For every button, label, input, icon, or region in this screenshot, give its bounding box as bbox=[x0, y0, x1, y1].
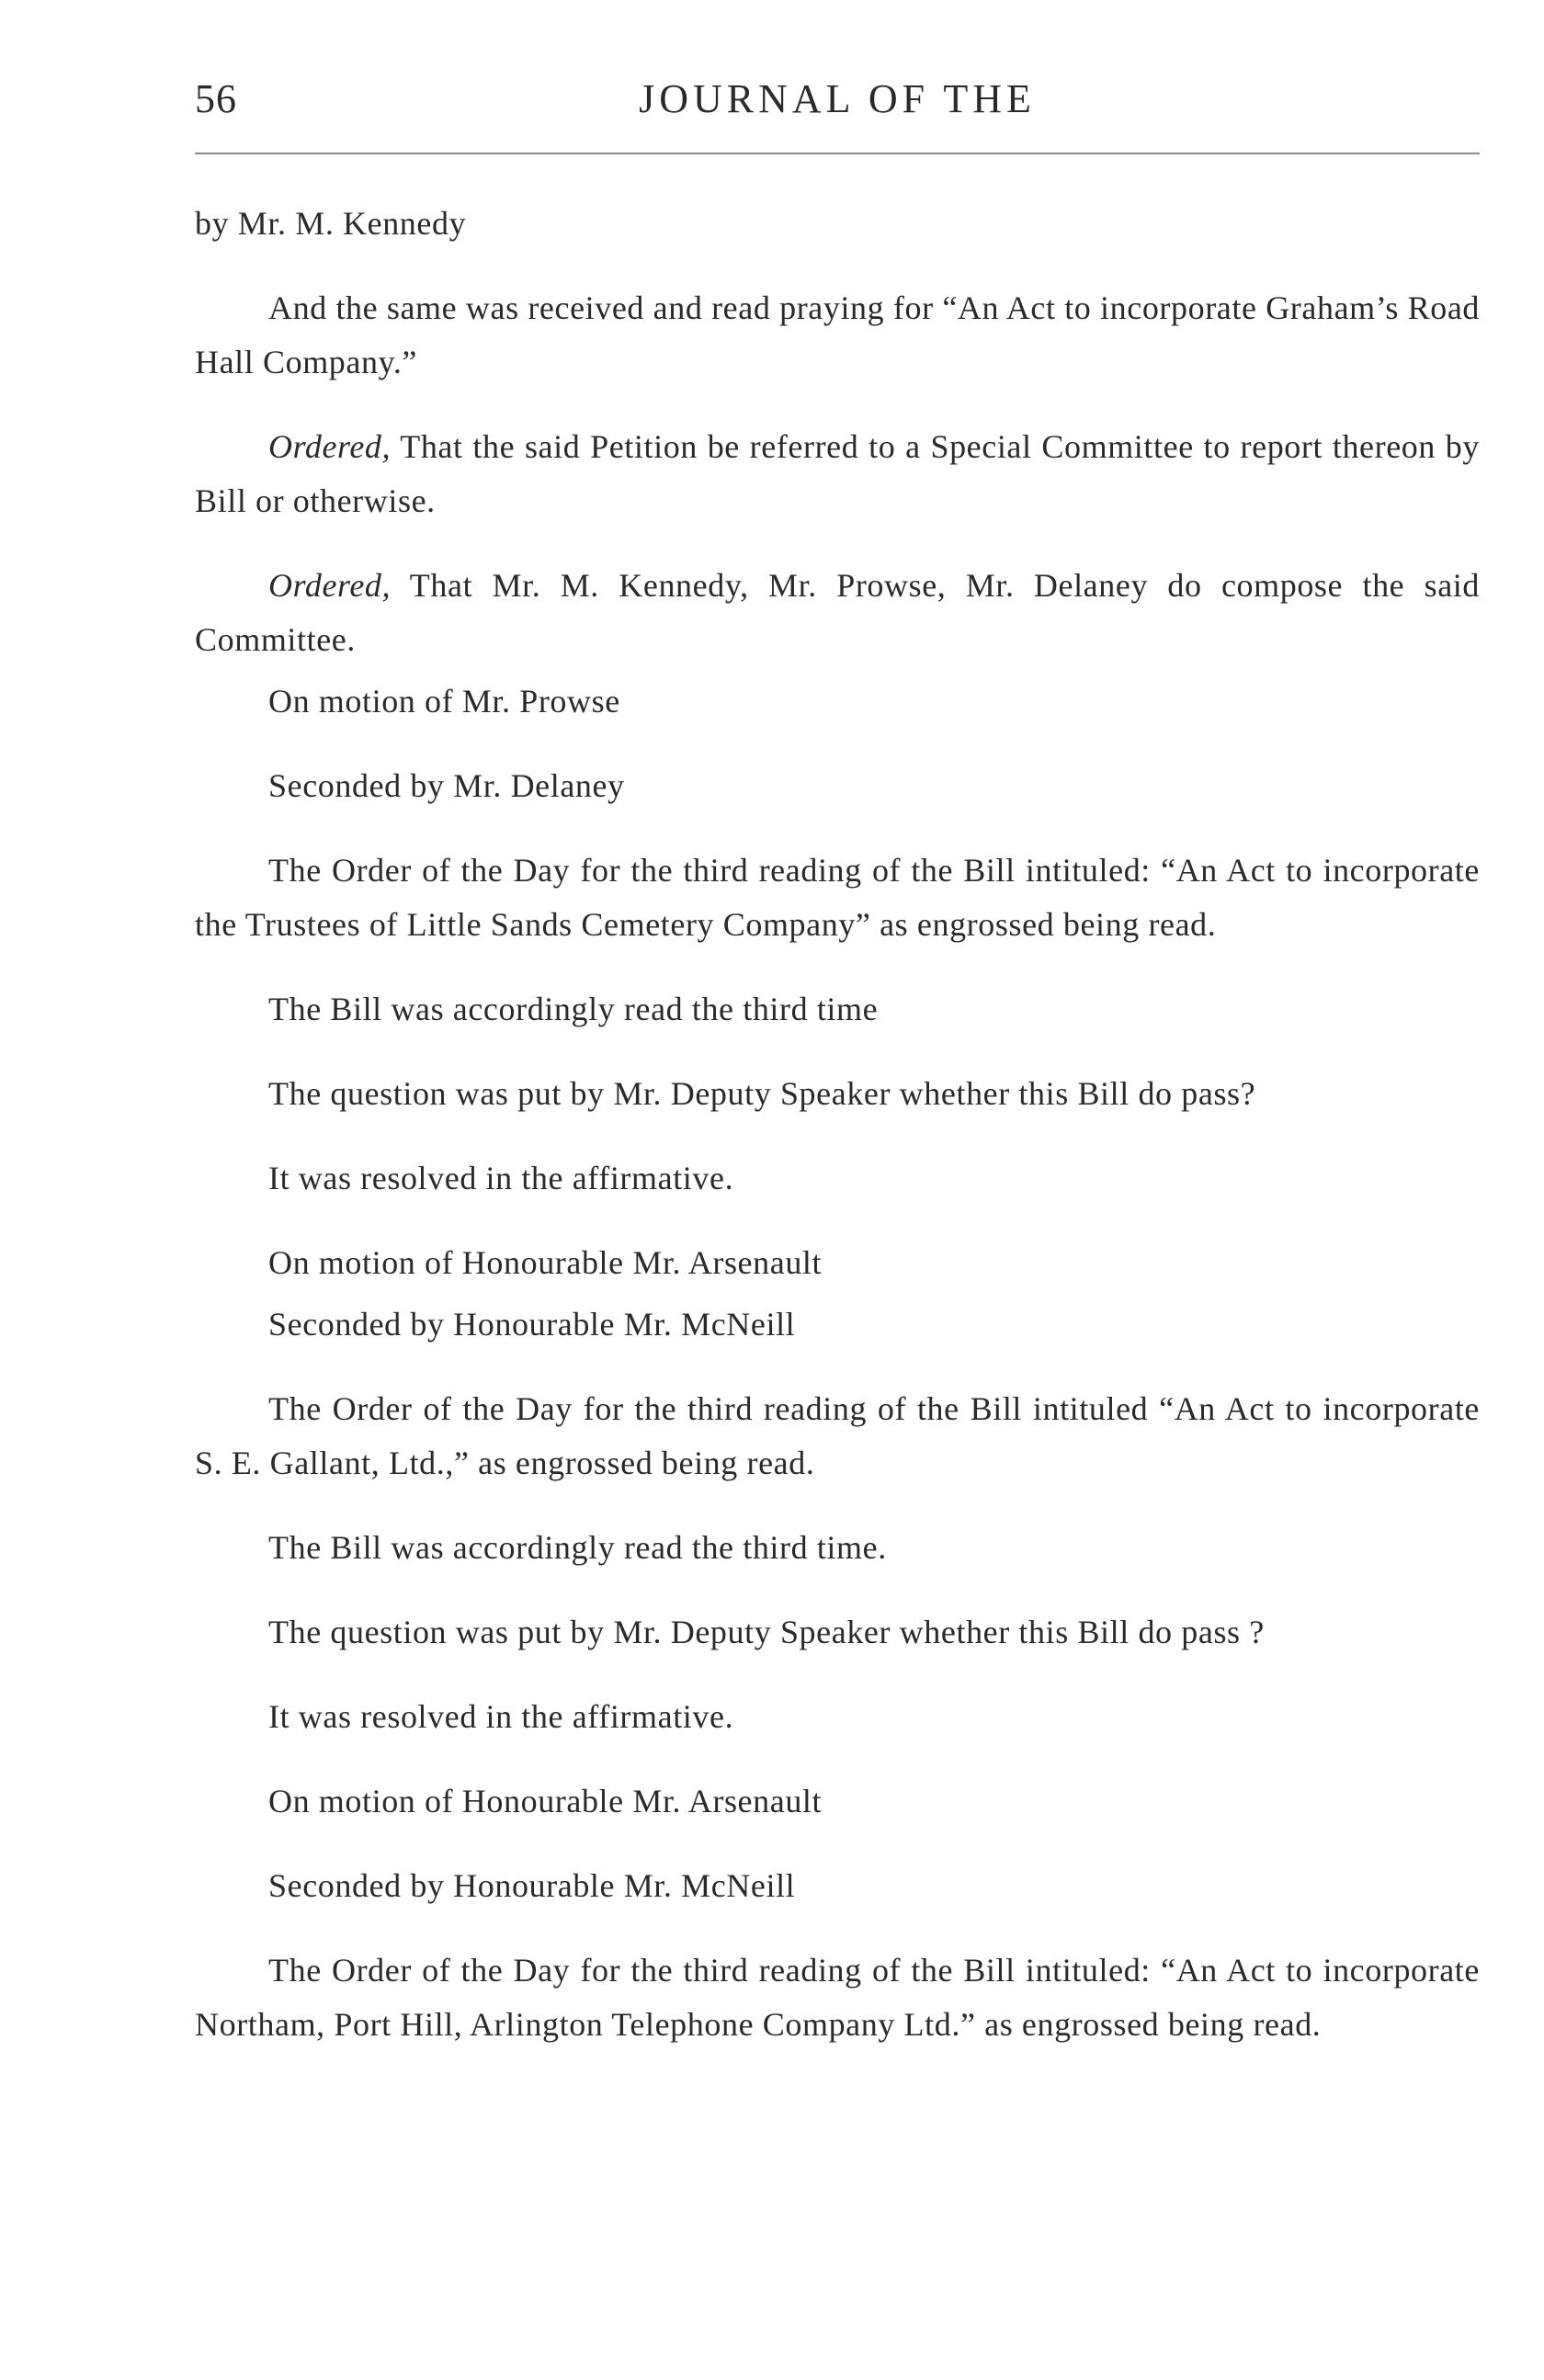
header-rule bbox=[195, 153, 1480, 154]
resolution-line: It was resolved in the affirmative. bbox=[268, 1698, 734, 1735]
motion-line: On motion of Honourable Mr. Arsenault bbox=[268, 1244, 823, 1281]
order-of-day-paragraph: The Order of the Day for the third reading of the Bill intituled: “An Act to incorporate Northam, Port Hill, Arlington Telephone Company Ltd.” as engrossed being read. bbox=[195, 1952, 1480, 2043]
ordered-lead: Ordered, bbox=[268, 567, 392, 604]
motion-line: On motion of Mr. Prowse bbox=[268, 683, 620, 720]
seconded-line: Seconded by Honourable Mr. McNeill bbox=[268, 1306, 796, 1343]
question-line: The question was put by Mr. Deputy Speaker whether this Bill do pass ? bbox=[268, 1614, 1265, 1650]
paragraph: And the same was received and read praying for “An Act to incorporate Graham’s Road Hall Company.” bbox=[195, 289, 1480, 380]
resolution-line: It was resolved in the affirmative. bbox=[268, 1160, 734, 1196]
motion-line: On motion of Honourable Mr. Arsenault bbox=[268, 1783, 823, 1819]
order-of-day-paragraph: The Order of the Day for the third reading of the Bill intituled: “An Act to incorporate the Trustees of Little Sands Cemetery Company” as engrossed being read. bbox=[195, 852, 1480, 943]
order-of-day-paragraph: The Order of the Day for the third reading of the Bill intituled “An Act to incorporate S. E. Gallant, Ltd.,” as engrossed being read. bbox=[195, 1390, 1480, 1481]
ordered-lead: Ordered, bbox=[268, 428, 392, 465]
seconded-line: Seconded by Mr. Delaney bbox=[268, 767, 625, 804]
question-line: The question was put by Mr. Deputy Speaker whether this Bill do pass? bbox=[268, 1075, 1256, 1112]
page-header bbox=[195, 75, 1480, 140]
paragraph: by Mr. M. Kennedy bbox=[195, 205, 467, 242]
paragraph: The Bill was accordingly read the third time. bbox=[268, 1529, 887, 1566]
running-head: JOURNAL OF THE bbox=[639, 76, 1036, 121]
paragraph: The Bill was accordingly read the third time bbox=[268, 991, 879, 1027]
journal-body bbox=[195, 197, 1480, 2052]
page-number: 56 bbox=[195, 76, 237, 121]
seconded-line: Seconded by Honourable Mr. McNeill bbox=[268, 1867, 796, 1904]
order-paragraph: Ordered, That Mr. M. Kennedy, Mr. Prowse, Mr. Delaney do compose the said Committee. bbox=[195, 567, 1480, 658]
order-paragraph: Ordered, That the said Petition be referred to a Special Committee to report thereon by Bill or otherwise. bbox=[195, 428, 1480, 519]
